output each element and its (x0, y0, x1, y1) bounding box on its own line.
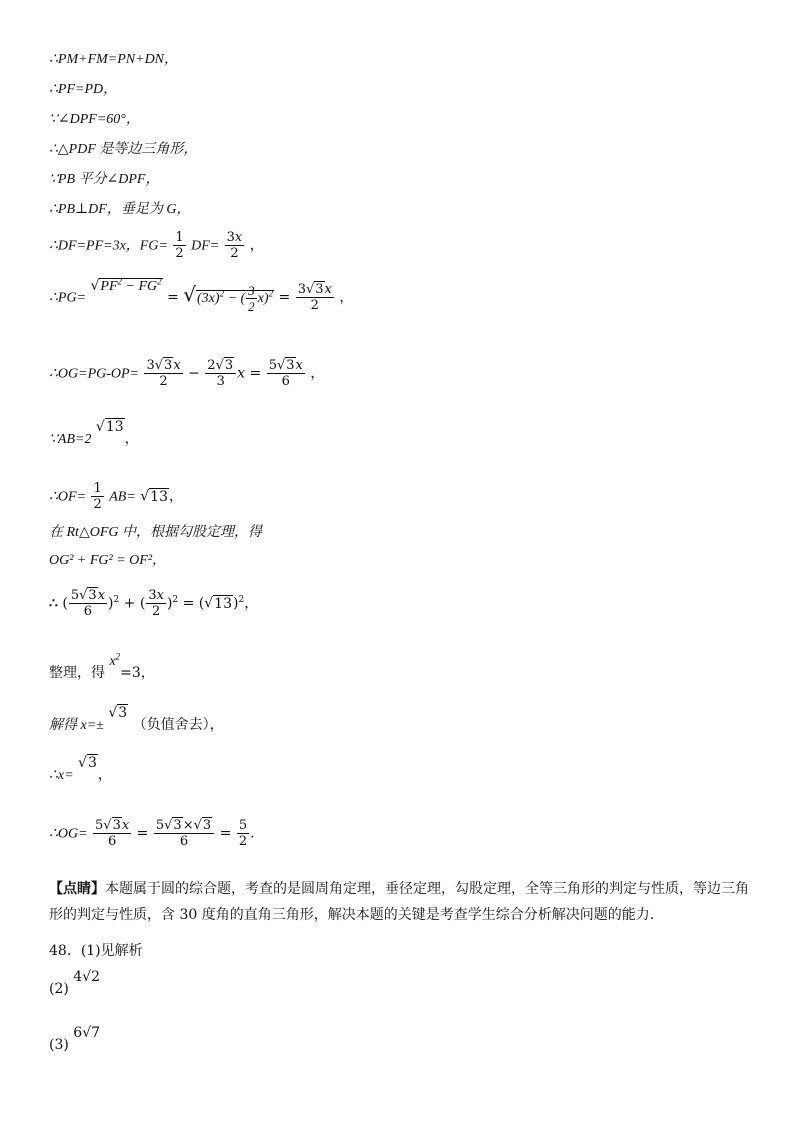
fraction: $\frac{1}{2}$ (175, 230, 184, 261)
sqrt-expr: √13 (140, 488, 168, 505)
step-line: 整理，得 $x^2=3$， (49, 651, 155, 681)
fraction: $\frac{3√3x}{2}$ (146, 358, 181, 389)
fraction: $\frac{5√3x}{6}$ (95, 818, 130, 849)
step-line: ∴OG=PG-OP= $\frac{3√3x}{2}$ − $\frac{2√3}{3}$ x = $\frac{5√3x}{6}$ ， (49, 358, 325, 389)
step-line: ∴ ( $\frac{5√3x}{6}$ )$^2$ + ( $\frac{3x}{2}$ )$^2 = (√13)^2$， (49, 588, 259, 619)
step-line: ∵AB=2 √13， (49, 419, 139, 447)
step-line: ∵PB 平分∠DPF， (49, 172, 160, 187)
expr-text: ∴x= (49, 768, 74, 783)
fraction: $\frac{5√3\times√3}{6}$ (154, 818, 214, 849)
fraction: $\frac{5√3x}{6}$ (268, 358, 303, 389)
fraction: $\frac{1}{2}$ (93, 481, 102, 512)
step-line: ∵∠DPF=60°， (49, 112, 140, 127)
sqrt-expr: √13 (95, 419, 124, 435)
step-line: ∴PF=PD， (49, 82, 118, 97)
comment-text: 本题属于圆的综合题，考查的是圆周角定理，垂径定理，勾股定理，全等三角形的判定与性质，等边三角形的判定与性质，含 30 度角的直角三角形，解决本题的关键是考查学生综合分析解决问题的能力. (49, 881, 749, 923)
comment-paragraph (49, 876, 759, 928)
fraction: $\frac{5}{2}$ (238, 818, 248, 849)
expr-text: ∴OG= (49, 826, 88, 842)
expr-text: 整理，得 (49, 665, 105, 681)
expr-text: 解得 x=± (49, 718, 104, 733)
fraction: $\frac{5√3x}{6}$ (70, 588, 106, 619)
step-line: OG² + FG² = OF²， (49, 553, 167, 568)
sqrt-expr: $√PF^2 - FG^2$ (90, 275, 162, 294)
step-line: ∴OG= $\frac{5√3x}{6}$ = $\frac{5√3\times√3}{6}$ = $\frac{5}{2}$ . (49, 818, 255, 849)
step-line: ∴DF=PF=3x，FG= $\frac{1}{2}$ DF= $\frac{3x}{2}$ ， (49, 230, 264, 261)
sqrt-expr: √3 (108, 705, 128, 721)
expr-text: ∵AB=2 (49, 432, 92, 447)
step-line: ∴PM+FM=PN+DN， (49, 52, 179, 67)
sqrt-expr: √ (183, 282, 197, 307)
expr-text: ∴OF= (49, 489, 87, 505)
part-value: 4√2 (73, 969, 101, 985)
step-line: ∴PG= $√PF^2 - FG^2 = √(3x)^2$ − ( $\frac{3}{2}$ x)$^2$ = $\frac{3√3x}{2}$ ， (49, 275, 354, 314)
expr-text: AB= (109, 489, 136, 505)
step-line: ∴x= √3， (49, 755, 112, 783)
expr-text: =3， (120, 665, 155, 681)
expr-text: ∴OG=PG-OP= (49, 366, 140, 382)
fraction: $\frac{2√3}{3}$ (205, 358, 236, 389)
fraction: $\frac{3x}{2}$ (148, 588, 164, 619)
step-line: ∴OF= $\frac{1}{2}$ AB= √13， (49, 481, 183, 512)
step-line: 在 Rt△OFG 中，根据勾股定理，得 (49, 525, 262, 540)
comment-tag: 【点睛】 (49, 881, 105, 897)
part-value: 6√7 (73, 1025, 101, 1041)
answer-48: 48．(1)见解析 (49, 943, 143, 959)
expr-text: DF= (191, 238, 220, 254)
step-line: ∴PB⊥DF，垂足为 G， (49, 202, 191, 217)
step-line (49, 705, 224, 735)
part-label: (2) (49, 981, 69, 997)
expr-text: （负值舍去）， (132, 717, 224, 733)
fraction: $\frac{3√3x}{2}$ (297, 282, 332, 313)
fraction: $\frac{3x}{2}$ (226, 230, 243, 261)
answer-part-2 (49, 969, 101, 998)
sqrt-expr: √3 (78, 755, 97, 771)
expr-text: ∴PG= (49, 290, 87, 306)
answer-part-3 (49, 1025, 101, 1054)
part-label: (3) (49, 1037, 69, 1053)
step-line: ∴△PDF 是等边三角形， (49, 142, 198, 157)
expr-text: ∴DF=PF=3x，FG= (49, 238, 168, 254)
